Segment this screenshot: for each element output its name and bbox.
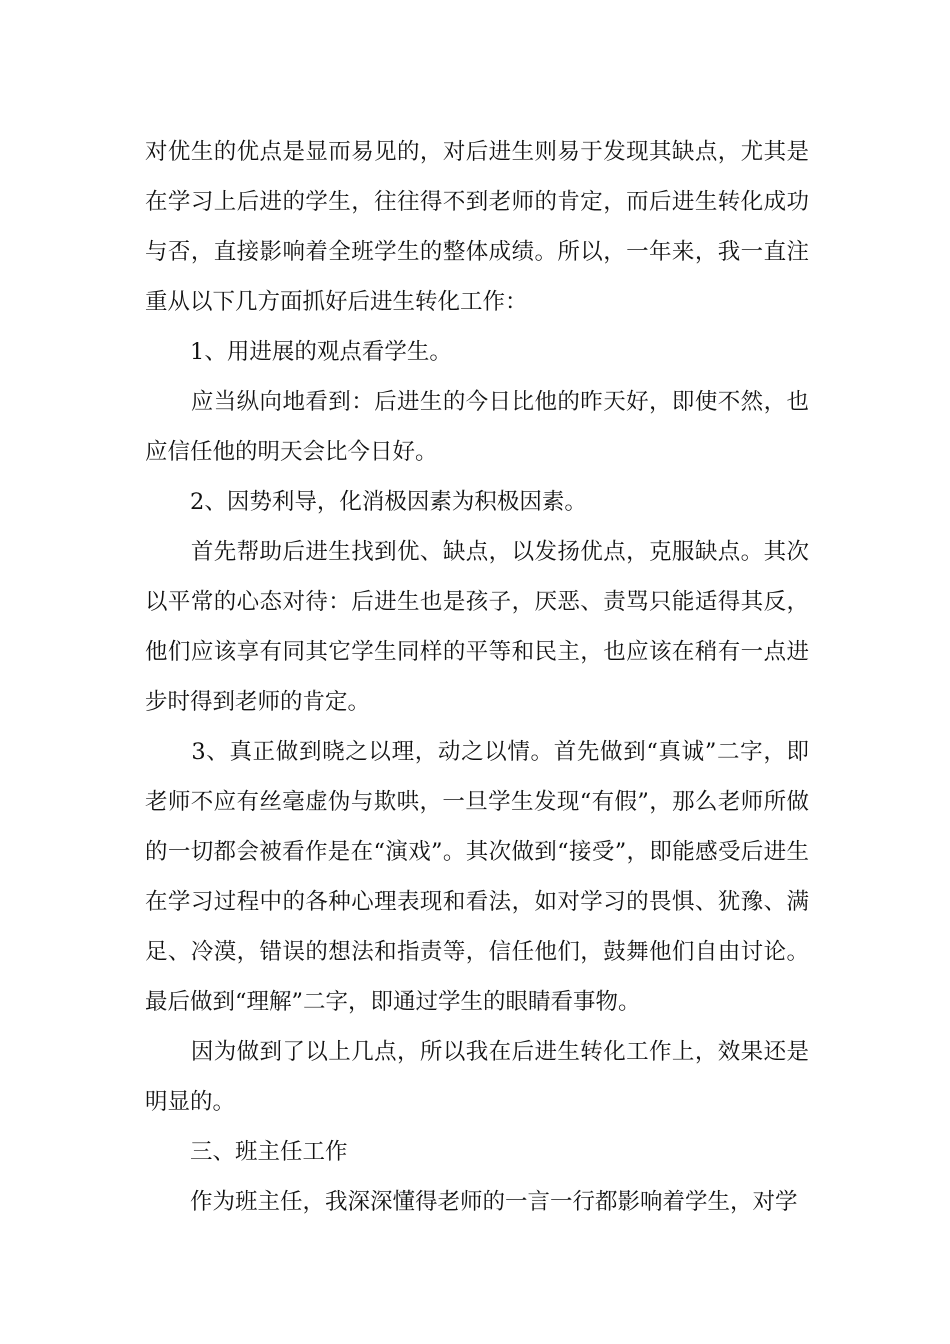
paragraph: 1、用进展的观点看学生。 xyxy=(145,339,452,365)
paragraph: 应当纵向地看到：后进生的今日比他的昨天好，即使不然，也应信任他的明天会比今日好。 xyxy=(145,389,809,465)
paragraph: 对优生的优点是显而易见的，对后进生则易于发现其缺点，尤其是在学习上后进的学生，往往得不到老师的肯定，而后进生转化成功与否，直接影响着全班学生的整体成绩。所以，一年来，我一直注重从以下几方面抓好后进生转化工作： xyxy=(145,139,809,315)
section-heading: 三、班主任工作 xyxy=(145,1139,348,1165)
paragraph: 2、因势利导，化消极因素为积极因素。 xyxy=(145,489,587,515)
paragraph: 因为做到了以上几点，所以我在后进生转化工作上，效果还是明显的。 xyxy=(145,1039,809,1115)
paragraph: 首先帮助后进生找到优、缺点，以发扬优点，克服缺点。其次以平常的心态对待：后进生也是孩子，厌恶、责骂只能适得其反，他们应该享有同其它学生同样的平等和民主，也应该在稍有一点进步时得到老师的肯定。 xyxy=(145,539,809,715)
paragraph: 3、真正做到晓之以理，动之以情。首先做到“真诚”二字，即老师不应有丝毫虚伪与欺哄，一旦学生发现“有假”，那么老师所做的一切都会被看作是在“演戏”。其次做到“接受”，即能感受后进生在学习过程中的各种心理表现和看法，如对学习的畏惧、犹豫、满足、冷漠，错误的想法和指责等，信任他们，鼓舞他们自由讨论。最后做到“理解”二字，即通过学生的眼睛看事物。 xyxy=(145,739,809,1015)
paragraph: 作为班主任，我深深懂得老师的一言一行都影响着学生，对学 xyxy=(145,1189,798,1215)
document-body xyxy=(145,127,809,1227)
